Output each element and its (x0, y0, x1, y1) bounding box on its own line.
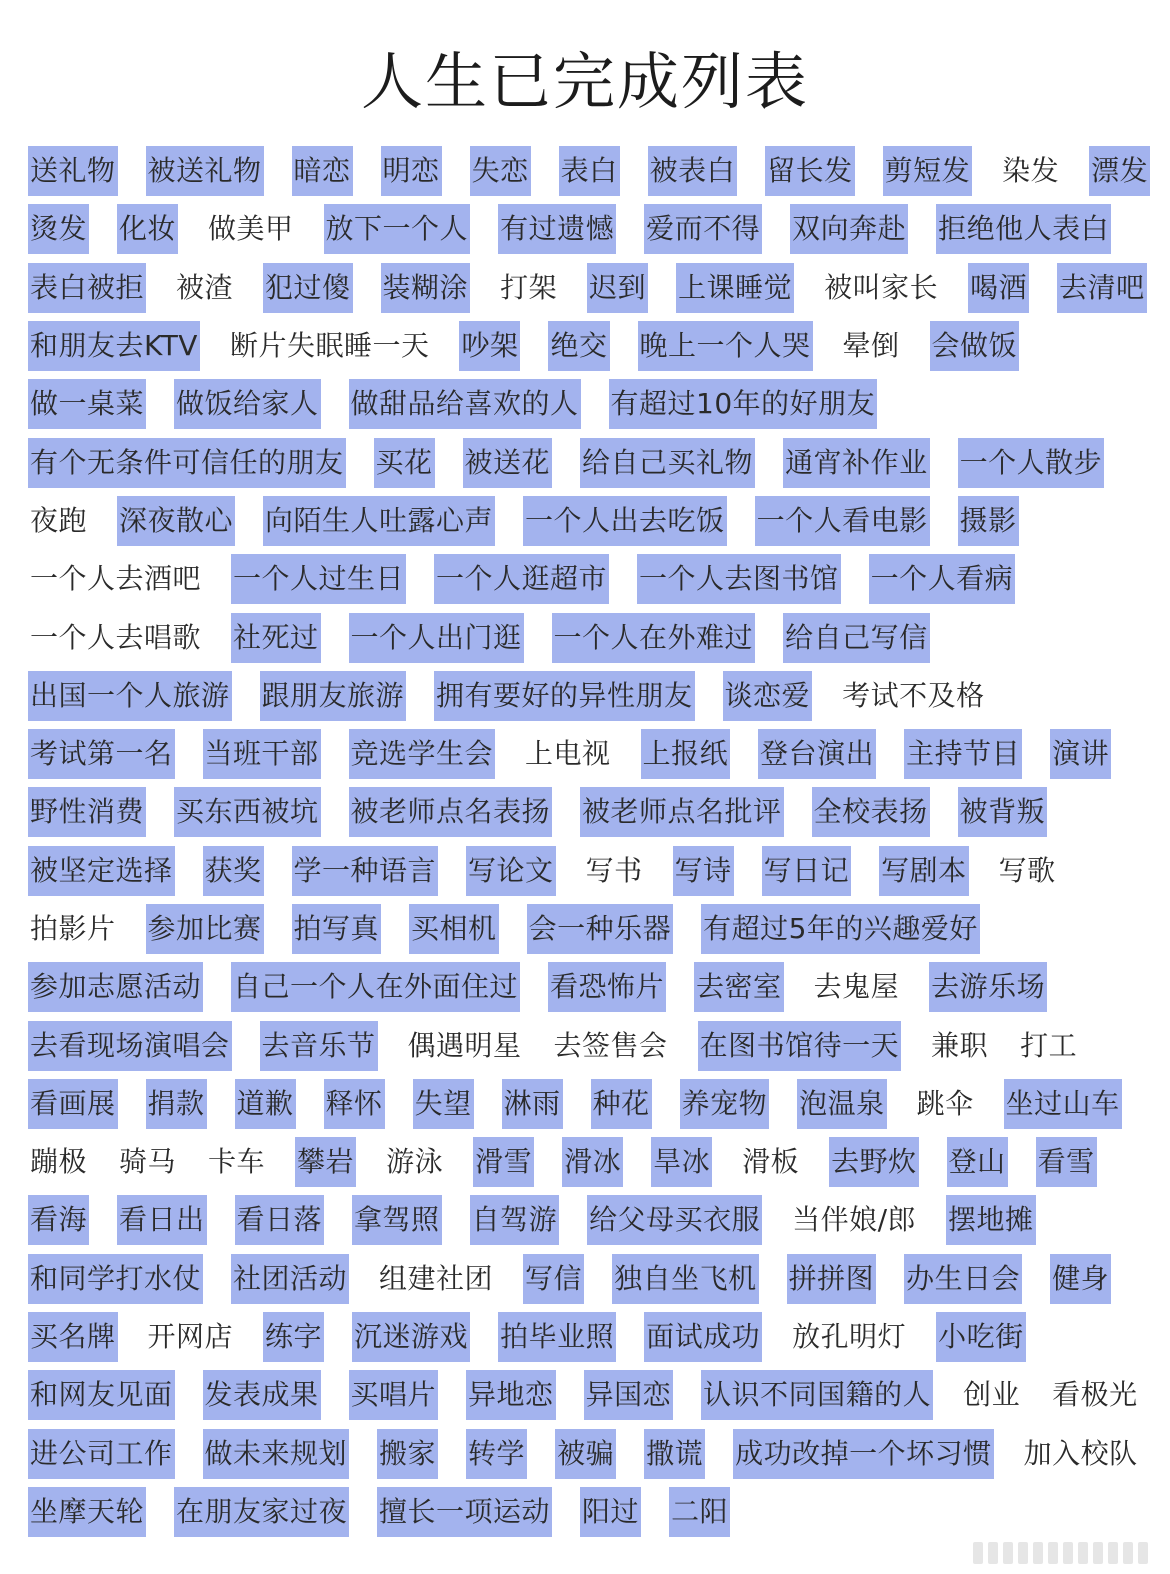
completed-item: 种花 (591, 1079, 652, 1129)
completed-item: 一个人过生日 (231, 554, 406, 604)
uncompleted-item: 蹦极 (30, 1145, 88, 1179)
completed-item: 留长发 (765, 146, 855, 196)
completed-item: 进公司工作 (28, 1429, 175, 1479)
completed-item: 买花 (374, 438, 435, 488)
checklist-row (28, 842, 1148, 900)
uncompleted-item: 打工 (1020, 1028, 1078, 1062)
completed-item: 绝交 (548, 321, 609, 371)
completed-item: 拒绝他人表白 (936, 204, 1111, 254)
checklist-row (28, 1308, 1148, 1366)
completed-item: 做一桌菜 (28, 379, 146, 429)
completed-item: 坐过山车 (1004, 1079, 1122, 1129)
completed-item: 转学 (466, 1429, 527, 1479)
completed-item: 被老师点名表扬 (349, 787, 553, 837)
completed-item: 面试成功 (644, 1312, 762, 1362)
completed-item: 被坚定选择 (28, 846, 175, 896)
uncompleted-item: 滑板 (742, 1145, 800, 1179)
completed-item: 写剧本 (879, 846, 969, 896)
uncompleted-item: 写歌 (998, 853, 1056, 887)
checklist-row (28, 783, 1148, 841)
completed-item: 去游乐场 (929, 962, 1047, 1012)
completed-item: 登台演出 (758, 729, 876, 779)
completed-item: 写信 (523, 1254, 584, 1304)
completed-item: 晚上一个人哭 (638, 321, 813, 371)
checklist-row (28, 433, 1148, 491)
completed-item: 喝酒 (968, 263, 1029, 313)
uncompleted-item: 做美甲 (208, 212, 294, 246)
completed-item: 一个人去图书馆 (637, 554, 841, 604)
completed-item: 和同学打水仗 (28, 1254, 203, 1304)
completed-item: 明恋 (381, 146, 442, 196)
completed-item: 二阳 (669, 1487, 730, 1537)
completed-item: 拍写真 (292, 904, 382, 954)
completed-item: 化妆 (117, 204, 178, 254)
completed-item: 撒谎 (644, 1429, 705, 1479)
checklist-row (28, 900, 1148, 958)
checklist-row (28, 1425, 1148, 1483)
life-checklist (28, 142, 1148, 1541)
completed-item: 成功改掉一个坏习惯 (733, 1429, 994, 1479)
completed-item: 买相机 (409, 904, 499, 954)
completed-item: 竞选学生会 (349, 729, 496, 779)
completed-item: 装糊涂 (381, 263, 471, 313)
checklist-row (28, 492, 1148, 550)
completed-item: 社死过 (231, 613, 321, 663)
uncompleted-item: 骑马 (119, 1145, 177, 1179)
completed-item: 失望 (413, 1079, 474, 1129)
checklist-row (28, 1366, 1148, 1424)
uncompleted-item: 加入校队 (1023, 1436, 1138, 1470)
completed-item: 攀岩 (295, 1137, 356, 1187)
completed-item: 自己一个人在外面住过 (231, 962, 520, 1012)
completed-item: 做未来规划 (203, 1429, 350, 1479)
completed-item: 释怀 (324, 1079, 385, 1129)
completed-item: 出国一个人旅游 (28, 671, 232, 721)
completed-item: 阳过 (580, 1487, 641, 1537)
completed-item: 有超过10年的好朋友 (609, 379, 878, 429)
completed-item: 漂发 (1089, 146, 1150, 196)
completed-item: 被表白 (648, 146, 738, 196)
uncompleted-item: 被渣 (176, 270, 234, 304)
completed-item: 摄影 (958, 496, 1019, 546)
uncompleted-item: 去鬼屋 (813, 970, 900, 1004)
completed-item: 会一种乐器 (527, 904, 674, 954)
completed-item: 小吃街 (936, 1312, 1026, 1362)
completed-item: 会做饭 (930, 321, 1020, 371)
uncompleted-item: 断片失眠睡一天 (229, 329, 430, 363)
completed-item: 和网友见面 (28, 1370, 175, 1420)
completed-item: 双向奔赴 (790, 204, 908, 254)
checklist-row (28, 317, 1148, 375)
completed-item: 给自己买礼物 (580, 438, 755, 488)
completed-item: 被送礼物 (146, 146, 264, 196)
uncompleted-item: 被叫家长 (824, 270, 939, 304)
completed-item: 去清吧 (1057, 263, 1147, 313)
completed-item: 去看现场演唱会 (28, 1021, 232, 1071)
completed-item: 学一种语言 (292, 846, 439, 896)
checklist-row (28, 1483, 1148, 1541)
completed-item: 滑冰 (562, 1137, 623, 1187)
uncompleted-item: 夜跑 (30, 503, 88, 537)
completed-item: 拥有要好的异性朋友 (434, 671, 695, 721)
completed-item: 全校表扬 (812, 787, 930, 837)
checklist-row (28, 200, 1148, 258)
completed-item: 写论文 (466, 846, 556, 896)
checklist-row (28, 608, 1148, 666)
checklist-row (28, 1191, 1148, 1249)
completed-item: 被骗 (555, 1429, 616, 1479)
completed-item: 认识不同国籍的人 (701, 1370, 933, 1420)
uncompleted-item: 一个人去唱歌 (30, 620, 202, 654)
completed-item: 坐摩天轮 (28, 1487, 146, 1537)
completed-item: 上课睡觉 (676, 263, 794, 313)
checklist-row (28, 1016, 1148, 1074)
completed-item: 看恐怖片 (548, 962, 666, 1012)
completed-item: 谈恋爱 (723, 671, 813, 721)
completed-item: 买东西被坑 (174, 787, 321, 837)
completed-item: 一个人在外难过 (552, 613, 756, 663)
uncompleted-item: 一个人去酒吧 (30, 562, 202, 596)
completed-item: 和朋友去KTV (28, 321, 200, 371)
uncompleted-item: 卡车 (208, 1145, 266, 1179)
completed-item: 买唱片 (349, 1370, 439, 1420)
completed-item: 做饭给家人 (174, 379, 321, 429)
completed-item: 搬家 (377, 1429, 438, 1479)
checklist-row (28, 259, 1148, 317)
completed-item: 被背叛 (958, 787, 1048, 837)
completed-item: 去密室 (694, 962, 784, 1012)
completed-item: 一个人看病 (869, 554, 1016, 604)
completed-item: 拍毕业照 (498, 1312, 616, 1362)
uncompleted-item: 拍影片 (30, 912, 116, 945)
completed-item: 向陌生人吐露心声 (263, 496, 495, 546)
completed-item: 捐款 (146, 1079, 207, 1129)
completed-item: 淋雨 (502, 1079, 563, 1129)
completed-item: 被送花 (463, 438, 553, 488)
page-title: 人生已完成列表 (360, 45, 809, 118)
completed-item: 被老师点名批评 (580, 787, 784, 837)
completed-item: 一个人逛超市 (434, 554, 609, 604)
checklist-row (28, 958, 1148, 1016)
completed-item: 表白 (559, 146, 620, 196)
completed-item: 演讲 (1050, 729, 1111, 779)
completed-item: 考试第一名 (28, 729, 175, 779)
checklist-row (28, 375, 1148, 433)
completed-item: 通宵补作业 (783, 438, 930, 488)
completed-item: 爱而不得 (644, 204, 762, 254)
completed-item: 参加比赛 (146, 904, 264, 954)
completed-item: 擅长一项运动 (377, 1487, 552, 1537)
completed-item: 去野炊 (829, 1137, 919, 1187)
uncompleted-item: 偶遇明星 (407, 1028, 522, 1062)
completed-item: 给自己写信 (783, 613, 930, 663)
completed-item: 犯过傻 (263, 263, 353, 313)
completed-item: 买名牌 (28, 1312, 118, 1362)
completed-item: 参加志愿活动 (28, 962, 203, 1012)
completed-item: 办生日会 (904, 1254, 1022, 1304)
completed-item: 当班干部 (203, 729, 321, 779)
completed-item: 主持节目 (904, 729, 1022, 779)
completed-item: 深夜散心 (117, 496, 235, 546)
completed-item: 有个无条件可信任的朋友 (28, 438, 346, 488)
completed-item: 表白被拒 (28, 263, 146, 313)
completed-item: 一个人出去吃饭 (523, 496, 727, 546)
uncompleted-item: 打架 (500, 270, 558, 304)
completed-item: 自驾游 (470, 1195, 560, 1245)
uncompleted-item: 考试不及格 (842, 678, 985, 712)
completed-item: 看画展 (28, 1079, 118, 1129)
completed-item: 看日出 (117, 1195, 207, 1245)
completed-item: 独自坐飞机 (612, 1254, 759, 1304)
uncompleted-item: 放孔明灯 (792, 1320, 907, 1354)
completed-item: 在图书馆待一天 (698, 1021, 902, 1071)
uncompleted-item: 开网店 (147, 1320, 234, 1354)
checklist-row (28, 550, 1148, 608)
completed-item: 拿驾照 (352, 1195, 442, 1245)
completed-item: 跟朋友旅游 (260, 671, 407, 721)
watermark-bars (973, 1542, 1148, 1564)
completed-item: 迟到 (587, 263, 648, 313)
completed-item: 一个人看电影 (755, 496, 930, 546)
completed-item: 上报纸 (641, 729, 731, 779)
completed-item: 健身 (1050, 1254, 1111, 1304)
completed-item: 看日落 (235, 1195, 325, 1245)
completed-item: 异国恋 (584, 1370, 674, 1420)
completed-item: 一个人散步 (958, 438, 1105, 488)
uncompleted-item: 去签售会 (553, 1028, 668, 1062)
completed-item: 烫发 (28, 204, 89, 254)
checklist-row (28, 1133, 1148, 1191)
completed-item: 在朋友家过夜 (174, 1487, 349, 1537)
completed-item: 吵架 (459, 321, 520, 371)
completed-item: 登山 (947, 1137, 1008, 1187)
completed-item: 道歉 (235, 1079, 296, 1129)
uncompleted-item: 跳伞 (916, 1086, 974, 1120)
checklist-row (28, 667, 1148, 725)
completed-item: 异地恋 (466, 1370, 556, 1420)
checklist-row (28, 725, 1148, 783)
completed-item: 放下一个人 (324, 204, 471, 254)
uncompleted-item: 组建社团 (379, 1261, 494, 1295)
completed-item: 发表成果 (203, 1370, 321, 1420)
checklist-row (28, 1075, 1148, 1133)
completed-item: 获奖 (203, 846, 264, 896)
checklist-row (28, 142, 1148, 200)
completed-item: 旱冰 (651, 1137, 712, 1187)
uncompleted-item: 兼职 (931, 1028, 989, 1062)
completed-item: 暗恋 (292, 146, 353, 196)
completed-item: 泡温泉 (797, 1079, 887, 1129)
checklist-row (28, 1250, 1148, 1308)
uncompleted-item: 看极光 (1052, 1378, 1138, 1412)
completed-item: 剪短发 (883, 146, 973, 196)
completed-item: 有过遗憾 (498, 204, 616, 254)
uncompleted-item: 晕倒 (842, 329, 900, 363)
completed-item: 送礼物 (28, 146, 118, 196)
uncompleted-item: 游泳 (386, 1145, 444, 1179)
completed-item: 练字 (263, 1312, 324, 1362)
uncompleted-item: 创业 (963, 1378, 1021, 1412)
completed-item: 有超过5年的兴趣爱好 (701, 904, 980, 954)
uncompleted-item: 染发 (1002, 154, 1060, 188)
completed-item: 失恋 (470, 146, 531, 196)
completed-item: 去音乐节 (260, 1021, 378, 1071)
completed-item: 看雪 (1036, 1137, 1097, 1187)
completed-item: 社团活动 (231, 1254, 349, 1304)
completed-item: 沉迷游戏 (352, 1312, 470, 1362)
completed-item: 做甜品给喜欢的人 (349, 379, 581, 429)
completed-item: 给父母买衣服 (587, 1195, 762, 1245)
completed-item: 野性消费 (28, 787, 146, 837)
completed-item: 看海 (28, 1195, 89, 1245)
completed-item: 拼拼图 (787, 1254, 877, 1304)
uncompleted-item: 上电视 (525, 737, 611, 771)
uncompleted-item: 当伴娘/郎 (792, 1203, 917, 1237)
completed-item: 写日记 (762, 846, 852, 896)
uncompleted-item: 写书 (585, 853, 643, 887)
completed-item: 一个人出门逛 (349, 613, 524, 663)
completed-item: 写诗 (673, 846, 734, 896)
completed-item: 养宠物 (680, 1079, 770, 1129)
completed-item: 摆地摊 (946, 1195, 1036, 1245)
completed-item: 滑雪 (473, 1137, 534, 1187)
